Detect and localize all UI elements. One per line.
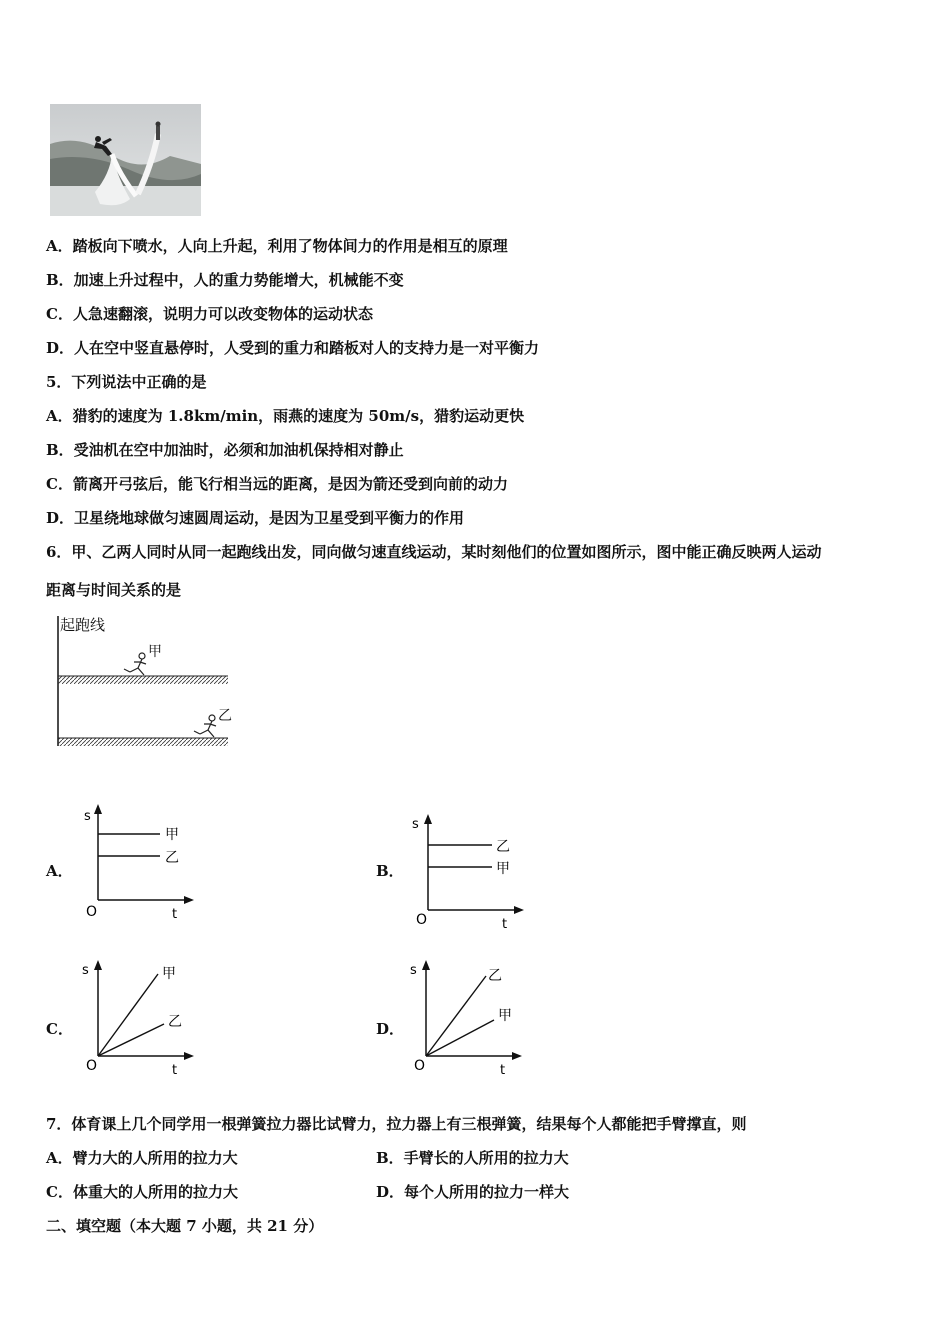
runner-yi <box>194 715 216 737</box>
q4-option-c: C．人急速翻滚，说明力可以改变物体的运动状态 <box>46 305 373 323</box>
svg-text:甲: 甲 <box>496 861 510 877</box>
svg-text:O: O <box>86 904 98 920</box>
graph-c <box>78 956 198 1082</box>
runner-yi-label: 乙 <box>218 708 232 724</box>
svg-text:乙: 乙 <box>165 850 179 866</box>
track-bottom <box>58 738 228 746</box>
graph-d <box>406 956 526 1082</box>
svg-text:甲: 甲 <box>498 1008 512 1024</box>
q6-option-d-label: D． <box>376 1020 405 1038</box>
q4-option-b: B．加速上升过程中，人的重力势能增大，机械能不变 <box>46 271 404 289</box>
svg-text:t: t <box>502 917 508 932</box>
q6-stem-line1: 6．甲、乙两人同时从同一起跑线出发，同向做匀速直线运动，某时刻他们的位置如图所示，图中能正确反映两人运动 <box>46 543 822 561</box>
svg-text:s: s <box>82 963 89 978</box>
svg-text:O: O <box>414 1058 426 1074</box>
runner-jia-label: 甲 <box>148 644 162 660</box>
svg-text:t: t <box>172 1063 178 1078</box>
q5-option-c: C．箭离开弓弦后，能飞行相当远的距离，是因为箭还受到向前的动力 <box>46 475 508 493</box>
q4-option-a: A．踏板向下喷水，人向上升起，利用了物体间力的作用是相互的原理 <box>46 237 508 255</box>
q6-option-b-label: B． <box>376 862 404 880</box>
q6-stem-line2: 距离与时间关系的是 <box>46 581 182 599</box>
svg-text:O: O <box>416 912 428 928</box>
q7-option-d: D．每个人所用的拉力一样大 <box>376 1183 570 1201</box>
running-track-figure <box>50 612 250 762</box>
q5-stem: 5．下列说法中正确的是 <box>46 373 207 391</box>
svg-text:甲: 甲 <box>165 827 179 843</box>
q6-option-a-label: A． <box>46 862 73 880</box>
svg-text:s: s <box>84 809 91 824</box>
graph-c-line-steep <box>98 974 158 1056</box>
svg-text:s: s <box>410 963 417 978</box>
start-line-label: 起跑线 <box>60 616 106 634</box>
graph-d-line-steep <box>426 976 486 1056</box>
track-divider <box>58 676 228 684</box>
graph-d-line-shallow <box>426 1020 494 1056</box>
svg-text:甲: 甲 <box>162 966 176 982</box>
svg-text:s: s <box>412 817 419 832</box>
q6-option-c-label: C． <box>46 1020 73 1038</box>
q4-option-d: D．人在空中竖直悬停时，人受到的重力和踏板对人的支持力是一对平衡力 <box>46 339 540 357</box>
section-2-title: 二、填空题（本大题 7 小题，共 21 分） <box>46 1217 324 1235</box>
water-jetpack-photo <box>50 104 201 216</box>
q7-stem: 7．体育课上几个同学用一根弹簧拉力器比试臂力，拉力器上有三根弹簧，结果每个人都能把手臂撑直，则 <box>46 1115 747 1133</box>
svg-text:t: t <box>500 1063 506 1078</box>
q5-option-a: A．猎豹的速度为 1.8km/min，雨燕的速度为 50m/s，猎豹运动更快 <box>46 407 525 425</box>
q5-option-b: B．受油机在空中加油时，必须和加油机保持相对静止 <box>46 441 404 459</box>
q7-option-b: B．手臂长的人所用的拉力大 <box>376 1149 569 1167</box>
runner-jia <box>124 653 146 675</box>
q7-option-a: A．臂力大的人所用的拉力大 <box>46 1149 238 1167</box>
svg-text:乙: 乙 <box>496 839 510 855</box>
svg-text:乙: 乙 <box>488 968 502 984</box>
graph-c-line-shallow <box>98 1024 164 1056</box>
graph-a <box>78 800 198 926</box>
q5-option-d: D．卫星绕地球做匀速圆周运动，是因为卫星受到平衡力的作用 <box>46 509 465 527</box>
svg-text:t: t <box>172 907 178 922</box>
q7-option-c: C．体重大的人所用的拉力大 <box>46 1183 238 1201</box>
svg-text:乙: 乙 <box>168 1014 182 1030</box>
graph-b <box>408 810 528 936</box>
svg-text:O: O <box>86 1058 98 1074</box>
